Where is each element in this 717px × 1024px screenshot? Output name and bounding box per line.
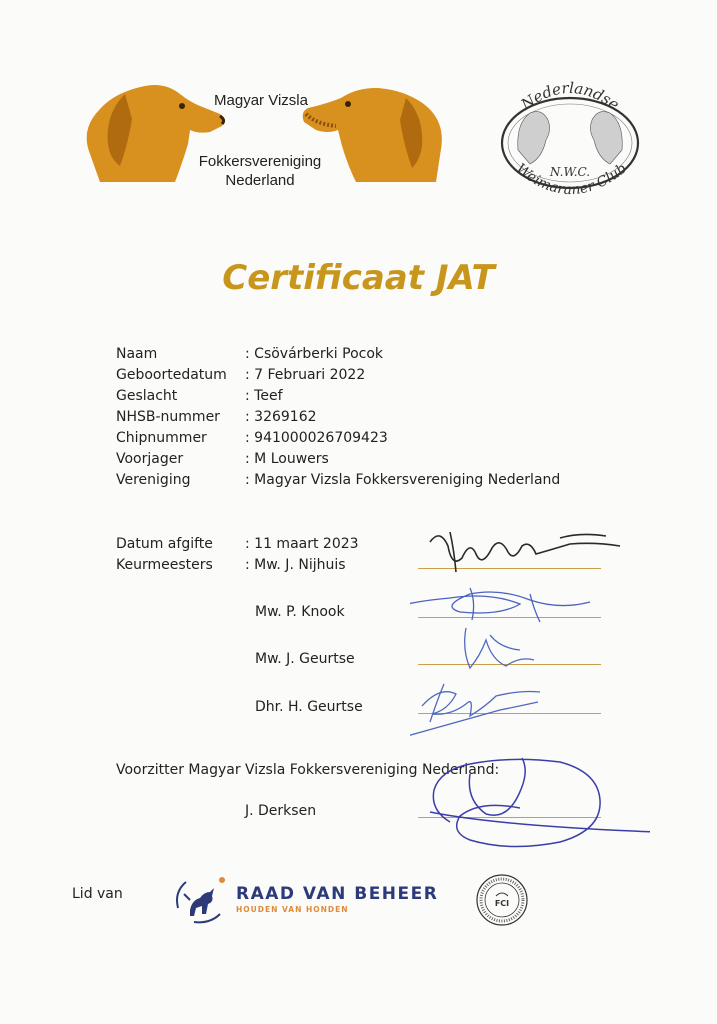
judge-name-3: Mw. J. Geurtse (255, 651, 355, 667)
detail-value: : 7 Februari 2022 (245, 367, 366, 383)
raad-van-beheer-subtitle: HOUDEN VAN HONDEN (236, 905, 349, 914)
club-name-line1: Magyar Vizsla (214, 92, 308, 109)
signature-judge-3 (465, 628, 534, 668)
nwc-top-text: Nederlandse (517, 78, 623, 114)
detail-value: : Teef (245, 388, 283, 404)
signature-judge-4 (410, 684, 540, 738)
signature-chair (430, 758, 650, 847)
svg-text:Nederlandse (517, 79, 623, 114)
raad-van-beheer-title: RAAD VAN BEHEER (236, 884, 439, 904)
member-of-label: Lid van (72, 886, 123, 902)
judge-name-4: Dhr. H. Geurtse (255, 699, 363, 715)
detail-value: : 941000026709423 (245, 430, 388, 446)
fci-label: FCI (494, 899, 510, 908)
detail-label: Chipnummer (116, 430, 207, 446)
issue-date-label: Datum afgifte (116, 536, 213, 552)
club-name-line3: Nederland (225, 172, 295, 189)
detail-value: : Magyar Vizsla Fokkersvereniging Nederland (245, 472, 561, 488)
issue-date-value: : 11 maart 2023 (245, 536, 359, 552)
signature-judge-2 (410, 588, 590, 622)
signature-judge-1 (430, 532, 620, 572)
club-name-line2: Fokkersvereniging (198, 153, 322, 170)
chair-name: J. Derksen (245, 803, 317, 819)
chair-label: Voorzitter Magyar Vizsla Fokkersvereniging Nederland: (116, 762, 500, 778)
detail-value: : 3269162 (245, 409, 317, 425)
nwc-club-logo (490, 68, 650, 218)
handwritten-signatures (410, 510, 650, 850)
detail-label: Voorjager (116, 451, 184, 467)
detail-label: Naam (116, 346, 158, 362)
judges-label: Keurmeesters (116, 557, 213, 573)
fci-seal-logo (474, 872, 530, 928)
raad-van-beheer-dog-icon (170, 870, 230, 930)
detail-value: : M Louwers (245, 451, 329, 467)
judge-name-1: : Mw. J. Nijhuis (245, 557, 346, 573)
judge-name-2: Mw. P. Knook (255, 604, 345, 620)
detail-label: Geslacht (116, 388, 178, 404)
detail-value: : Csövárberki Pocok (245, 346, 384, 362)
detail-label: NHSB-nummer (116, 409, 220, 425)
certificate-title: Certificaat JAT (222, 258, 495, 298)
nwc-center-text: N.W.C. (549, 165, 591, 179)
detail-label: Geboortedatum (116, 367, 227, 383)
detail-label: Vereniging (116, 472, 191, 488)
nwc-bottom-text: Weimaraner Club (512, 160, 630, 199)
